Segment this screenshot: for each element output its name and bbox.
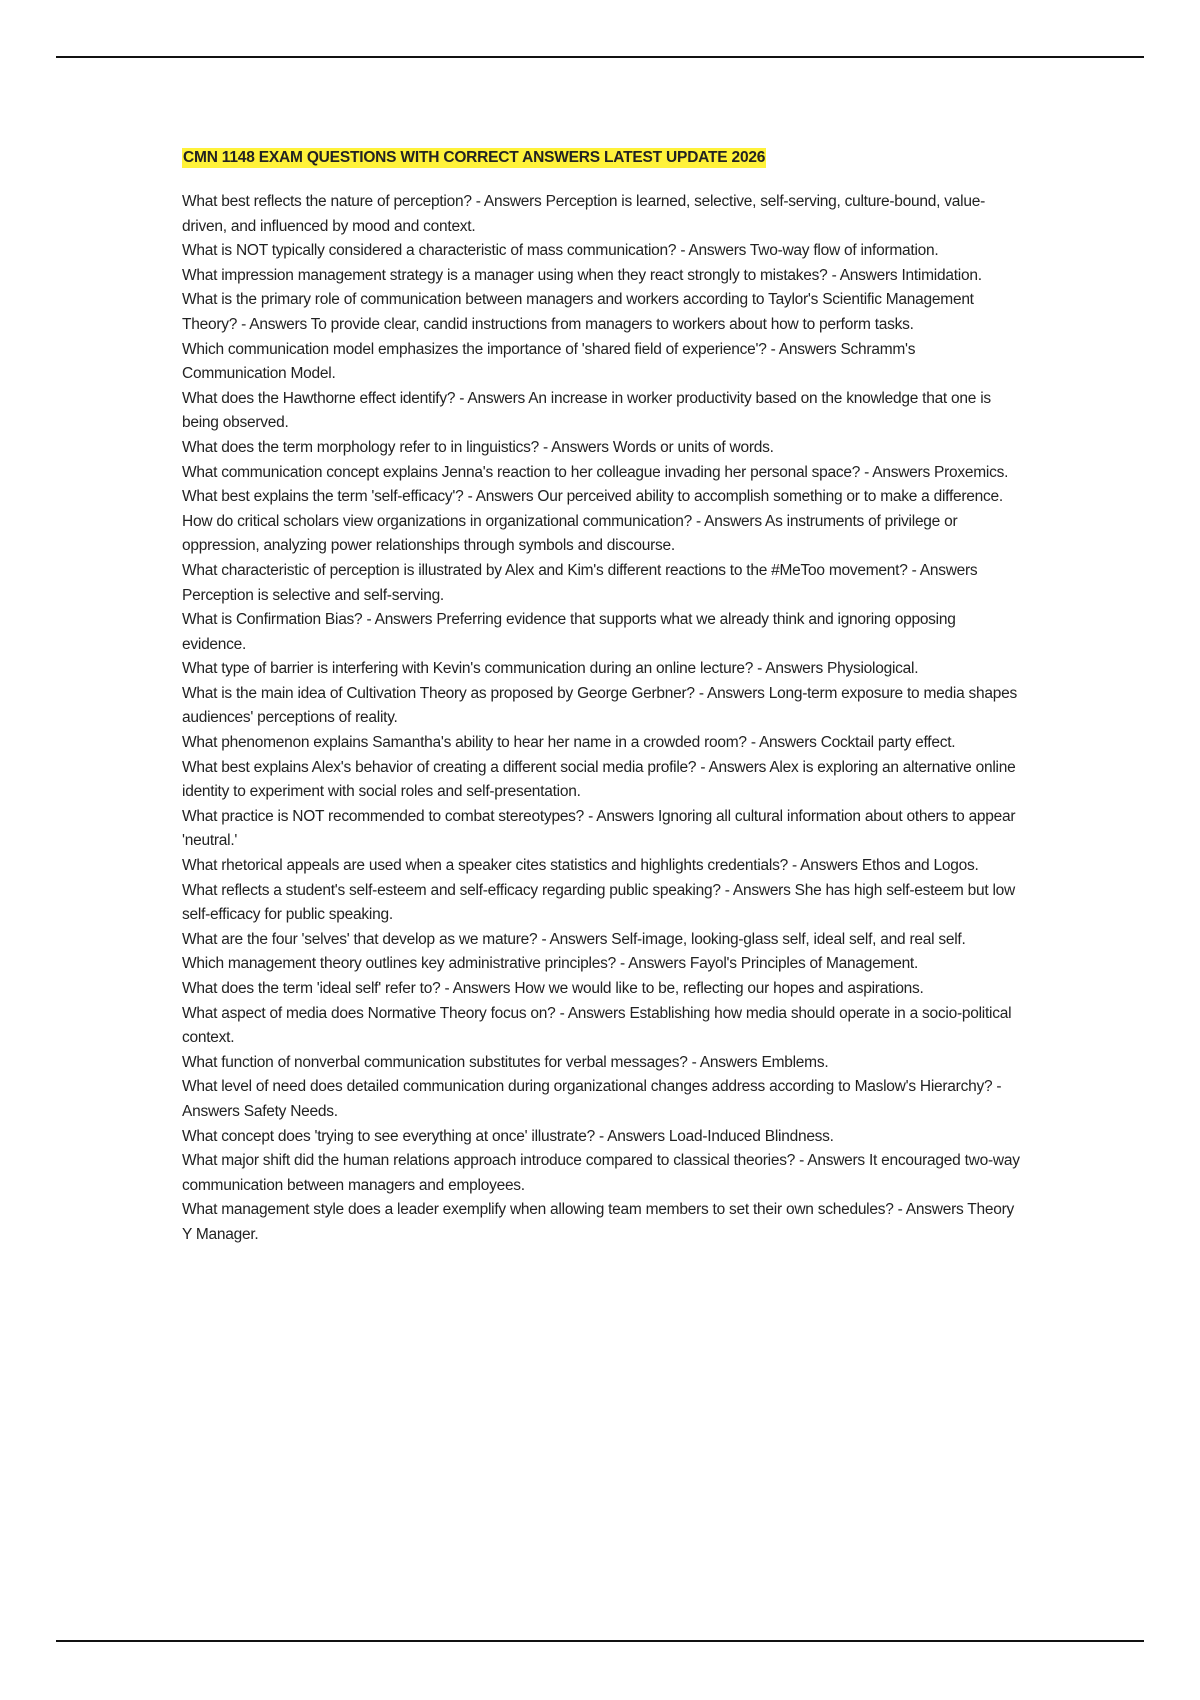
qa-item: What function of nonverbal communication substitutes for verbal messages? - Answers Emblems. <box>182 1053 829 1071</box>
qa-item: What best reflects the nature of perception? - Answers Perception is learned, selective, self-serving, culture-bound, value-driven, and influenced by mood and context. <box>182 193 985 235</box>
qa-item: What best explains Alex's behavior of creating a different social media profile? - Answers Alex is exploring an alternative online identity to experiment with social roles and self-presentation. <box>182 758 1016 801</box>
qa-item: What best explains the term 'self-efficacy'? - Answers Our perceived ability to accomplish something or to make a difference. <box>182 488 1003 506</box>
qa-item: What characteristic of perception is illustrated by Alex and Kim's different reactions to the #MeToo movement? - Answers Perception is selective and self-serving. <box>182 561 978 604</box>
qa-item: What is the main idea of Cultivation Theory as proposed by George Gerbner? - Answers Long-term exposure to media shapes audiences' perceptions of reality. <box>182 684 1017 727</box>
qa-item: Which communication model emphasizes the importance of 'shared field of experience'? - Answers Schramm's Communication Model. <box>182 340 916 383</box>
qa-item: What is Confirmation Bias? - Answers Preferring evidence that supports what we already think and ignoring opposing evidence. <box>182 611 956 653</box>
qa-item: What management style does a leader exemplify when allowing team members to set their own schedules? - Answers Theory Y Manager. <box>182 1201 1014 1243</box>
qa-item: What concept does 'trying to see everything at once' illustrate? - Answers Load-Induced Blindness. <box>182 1127 834 1145</box>
qa-item: What level of need does detailed communication during organizational changes address according to Maslow's Hierarchy? - Answers Safety Needs. <box>182 1078 1002 1120</box>
qa-item: What are the four 'selves' that develop as we mature? - Answers Self-image, looking-glass self, ideal self, and real self. <box>182 930 966 948</box>
document-title: CMN 1148 EXAM QUESTIONS WITH CORRECT ANSWERS LATEST UPDATE 2026 <box>183 149 766 166</box>
qa-item: What is NOT typically considered a characteristic of mass communication? - Answers Two-way flow of information. <box>182 242 939 260</box>
qa-item: What does the term morphology refer to in linguistics? - Answers Words or units of words. <box>182 438 774 456</box>
qa-item: What aspect of media does Normative Theory focus on? - Answers Establishing how media should operate in a socio-political context. <box>182 1004 1012 1047</box>
qa-item: What major shift did the human relations approach introduce compared to classical theories? - Answers It encouraged two-way communication between managers and employees. <box>182 1152 1020 1194</box>
top-rule <box>56 56 1144 58</box>
qa-item: What does the term 'ideal self' refer to? - Answers How we would like to be, reflecting our hopes and aspirations. <box>182 980 924 997</box>
qa-item: What type of barrier is interfering with Kevin's communication during an online lecture? - Answers Physiological. <box>182 660 919 678</box>
qa-item: What communication concept explains Jenna's reaction to her colleague invading her personal space? - Answers Proxemics. <box>182 463 1009 481</box>
qa-item: What impression management strategy is a manager using when they react strongly to mistakes? - Answers Intimidation. <box>182 266 982 284</box>
qa-item: What does the Hawthorne effect identify? - Answers An increase in worker productivity based on the knowledge that one is being observed. <box>182 389 991 432</box>
qa-item: What is the primary role of communication between managers and workers according to Taylor's Scientific Management Theory? - Answers To provide clear, candid instructions from managers to workers about how to perform tasks. <box>182 291 974 333</box>
qa-list <box>182 190 1022 1248</box>
document-body <box>182 148 1022 1248</box>
qa-item: What rhetorical appeals are used when a speaker cites statistics and highlights credentials? - Answers Ethos and Logos. <box>182 857 979 875</box>
qa-item: How do critical scholars view organizations in organizational communication? - Answers As instruments of privilege or oppression, analyzing power relationships through symbols and discourse. <box>182 512 958 555</box>
qa-item: Which management theory outlines key administrative principles? - Answers Fayol's Principles of Management. <box>182 955 919 973</box>
qa-item: What reflects a student's self-esteem and self-efficacy regarding public speaking? - Answers She has high self-esteem but low self-efficacy for public speaking. <box>182 881 1015 924</box>
qa-item: What practice is NOT recommended to combat stereotypes? - Answers Ignoring all cultural information about others to appear 'neutral.' <box>182 807 1016 850</box>
bottom-rule <box>56 1640 1144 1642</box>
qa-item: What phenomenon explains Samantha's ability to hear her name in a crowded room? - Answers Cocktail party effect. <box>182 734 956 752</box>
